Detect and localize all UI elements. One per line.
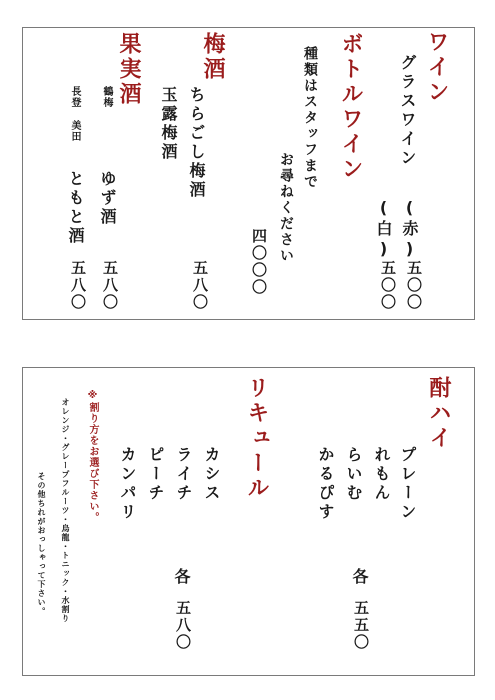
menu-card-bottom	[22, 367, 475, 676]
wine-red-price: 五〇〇	[405, 260, 423, 311]
glass-wine-label: グラスワイン	[398, 54, 417, 168]
chuhai-item-2: らいむ	[344, 446, 363, 503]
umeshu-item2: 玉露梅酒	[159, 86, 178, 162]
chuhai-each: 各	[350, 568, 369, 587]
fruit-price1: 五八〇	[101, 260, 119, 311]
fruit-price2: 五八〇	[69, 260, 87, 311]
mixer-note-line1: オレンジ・グレープフルーツ・烏龍・トニック・水割り	[61, 398, 70, 623]
umeshu-heading: 梅酒	[200, 32, 225, 82]
chuhai-item-3: かるぴす	[316, 446, 335, 522]
umeshu-item1: ちらごし梅酒	[187, 86, 206, 200]
fruit-item1: ゆず酒	[98, 170, 117, 227]
chuhai-item-1: れもん	[372, 446, 391, 503]
liqueur-item-0: カシス	[202, 446, 221, 503]
mixer-note-line2: その他ちれがおっしゃって下さい。	[37, 472, 46, 616]
bottle-wine-price: 四〇〇〇	[250, 228, 268, 296]
wine-heading: ワイン	[424, 30, 449, 105]
chuhai-heading: 酎ハイ	[426, 376, 451, 451]
fruit-brand1: 鶴梅	[101, 86, 112, 108]
chuhai-item-0: プレーン	[398, 446, 417, 522]
menu-card-top	[22, 27, 475, 320]
liqueur-item-1: ライチ	[174, 446, 193, 503]
bottle-wine-note-line1: 種類はスタッフまで	[302, 46, 318, 190]
fruit-brand2: 長登 美田	[69, 86, 80, 142]
wine-white-label: (白)	[374, 198, 393, 261]
chuhai-price: 五五〇	[352, 600, 370, 651]
liqueur-each: 各	[172, 568, 191, 587]
wine-red-label: (赤)	[400, 198, 419, 261]
wine-white-price: 五〇〇	[379, 260, 397, 311]
liqueur-price: 五八〇	[174, 600, 192, 651]
bottle-wine-heading: ボトルワイン	[338, 32, 363, 182]
liqueur-item-3: カンパリ	[118, 446, 137, 522]
mixer-note-title: ※割り方をお選び下さい。	[87, 390, 98, 523]
liqueur-heading: リキュール	[244, 376, 269, 501]
fruit-liquor-heading: 果実酒	[116, 32, 141, 107]
liqueur-item-2: ピーチ	[146, 446, 165, 503]
fruit-item2: ともと酒	[66, 170, 85, 246]
bottle-wine-note-line2: お尋ねください	[278, 152, 294, 264]
umeshu-price: 五八〇	[191, 260, 209, 311]
